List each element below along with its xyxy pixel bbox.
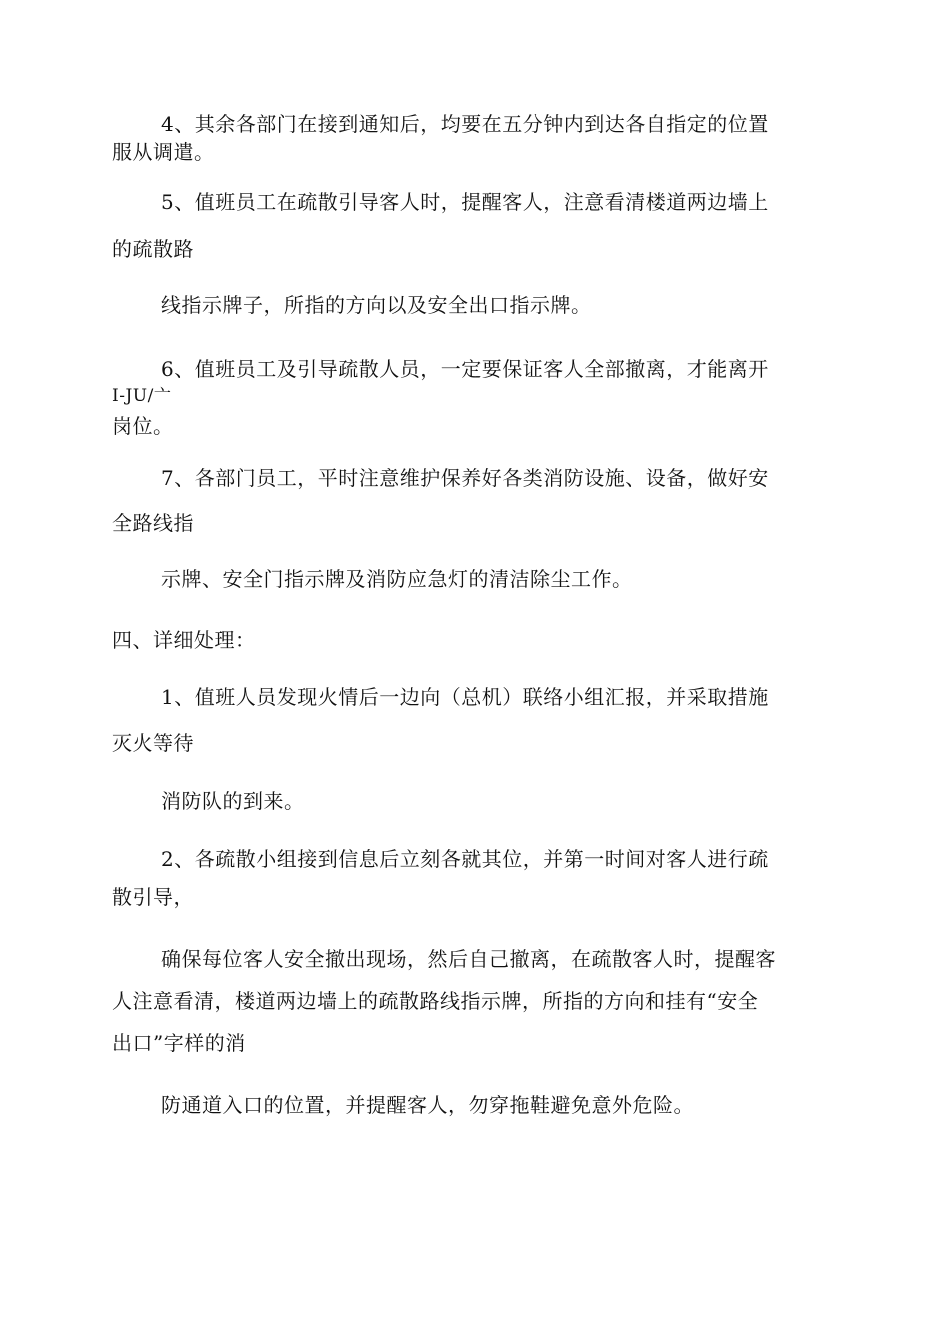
- paragraph-7-line-1: 7、各部门员工，平时注意维护保养好各类消防设施、设备，做好安: [161, 466, 769, 490]
- item-2-continuation-line-3: 出口”字样的消: [112, 1031, 246, 1055]
- ocr-artifact-text: I-JU/亠: [112, 386, 172, 406]
- paragraph-5-line-1: 5、值班员工在疏散引导客人时，提醒客人，注意看清楼道两边墙上: [161, 190, 769, 214]
- paragraph-5-line-2: 的疏散路: [112, 237, 194, 261]
- paragraph-6-line-2: 岗位。: [112, 414, 174, 438]
- paragraph-7-continuation: 示牌、安全门指示牌及消防应急灯的清洁除尘工作。: [161, 567, 633, 591]
- paragraph-7-line-2: 全路线指: [112, 511, 194, 535]
- paragraph-4-line-2: 服从调遣。: [112, 140, 215, 164]
- paragraph-6-line-1: 6、值班员工及引导疏散人员，一定要保证客人全部撤离，才能离开: [161, 357, 769, 381]
- item-2-line-1: 2、各疏散小组接到信息后立刻各就其位，并第一时间对客人进行疏: [161, 847, 769, 871]
- item-2-continuation-line-2: 人注意看清，楼道两边墙上的疏散路线指示牌，所指的方向和挂有“安全: [112, 989, 759, 1013]
- item-1-line-1: 1、值班人员发现火情后一边向（总机）联络小组汇报，并采取措施: [161, 685, 769, 709]
- section-heading-4: 四、详细处理：: [112, 628, 256, 652]
- paragraph-4-line-1: 4、其余各部门在接到通知后，均要在五分钟内到达各自指定的位置: [161, 112, 769, 136]
- item-1-line-2: 灭火等待: [112, 731, 194, 755]
- paragraph-5-continuation: 线指示牌子，所指的方向以及安全出口指示牌。: [161, 293, 592, 317]
- item-2-continuation-line-1: 确保每位客人安全撤出现场，然后自己撤离，在疏散客人时，提醒客: [161, 947, 776, 971]
- item-1-continuation: 消防队的到来。: [161, 789, 305, 813]
- item-2-line-2: 散引导，: [112, 885, 194, 909]
- item-2-final-line: 防通道入口的位置，并提醒客人，勿穿拖鞋避免意外危险。: [161, 1093, 694, 1117]
